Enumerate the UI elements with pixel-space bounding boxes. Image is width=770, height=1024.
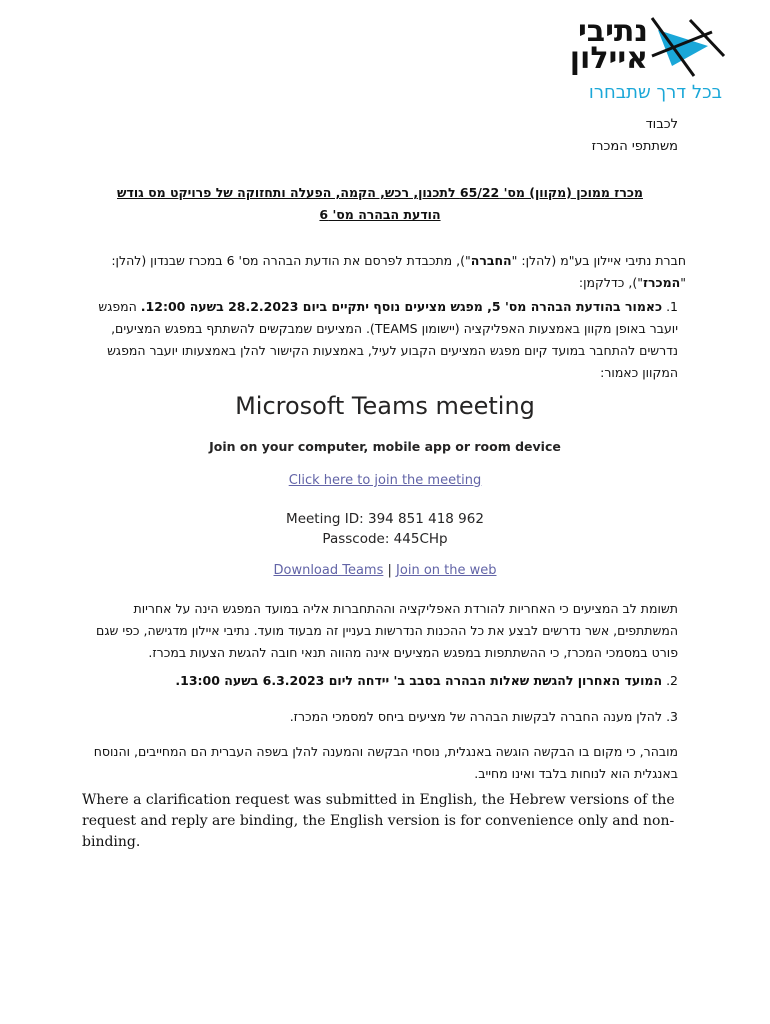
logo-mark-icon — [650, 16, 730, 80]
logo-name — [528, 14, 648, 76]
intro-bold-company: החברה — [470, 253, 512, 268]
item-2-number: 2. — [666, 673, 678, 688]
logo — [530, 16, 730, 106]
intro-text-b: "), מתכבדת לפרסם את הודעת הבהרה מס' 6 במכרז שבנדון (להלן: " — [111, 253, 686, 290]
join-meeting-link[interactable]: Click here to join the meeting — [288, 473, 482, 488]
item-1-text: המפגש יועבר באופן מקוון באמצעות האפליקציה (יישומון TEAMS). המציעים שמבקשים להשתתף במפגש המציעים, נדרשים להתחבר במועד קיום מפגש המציעים הקבוע לעיל, באמצעות הקישור להלן באמצעותו יועבר המפגש המקוון כאמור: — [98, 299, 678, 380]
addressee — [82, 114, 678, 158]
item-3-number: 3. — [666, 709, 678, 724]
intro-paragraph — [82, 250, 686, 294]
item-1-number: 1. — [666, 299, 678, 314]
subject-line1: מכרז ממוכן (מקוון) מס' 65/22 לתכנון, רכש, הקמה, הפעלה ותחזוקה של פרויקט מס גודש — [117, 185, 643, 200]
logo-tagline: בכל דרך שתבחרו — [588, 82, 722, 103]
meeting-passcode: Passcode: 445CHp — [322, 531, 448, 547]
intro-text-c: "), כדלקמן: — [578, 275, 643, 290]
download-teams-link[interactable]: Download Teams — [273, 563, 384, 578]
subject-line2: הודעת הבהרה מס' 6 — [319, 207, 441, 222]
meeting-credentials — [0, 509, 770, 549]
logo-name-line1: נתיבי — [577, 14, 648, 49]
item-3 — [82, 706, 678, 728]
teams-extra-links — [0, 563, 770, 578]
item-3-text: להלן מענה החברה לבקשות הבהרה של מציעים ביחס למסמכי המכרז. — [289, 709, 663, 724]
binding-language-note-hebrew: מובהר, כי מקום בו הבקשה הוגשה באנגלית, נוסחי הבקשה והמענה להלן בשפה העברית הם המחייבים, והנוסח באנגלית הוא לנוחות בלבד ואינו מחייב. — [93, 744, 678, 781]
join-on-web-link[interactable]: Join on the web — [396, 563, 497, 578]
item-1 — [82, 296, 678, 384]
teams-meeting-title: Microsoft Teams meeting — [235, 392, 535, 420]
logo-name-line2: איילון — [569, 41, 648, 76]
subject — [82, 182, 678, 226]
item-2 — [82, 670, 678, 692]
link-separator: | — [387, 563, 392, 578]
intro-text-a: חברת נתיבי איילון בע"מ (להלן: " — [511, 253, 686, 268]
teams-meeting-subtitle: Join on your computer, mobile app or room device — [209, 439, 561, 454]
meeting-id: Meeting ID: 394 851 418 962 — [286, 511, 484, 527]
item-2-bold: המועד האחרון להגשת שאלות הבהרה בסבב ב' יידחה ליום 6.3.2023 בשעה 13:00. — [175, 673, 663, 688]
binding-language-note-english: Where a clarification request was submitted in English, the Hebrew versions of the request and reply are binding, the English version is for convenience only and non-binding. — [82, 792, 675, 850]
addressee-line1: לכבוד — [645, 117, 678, 132]
attention-note: תשומת לב המציעים כי האחריות להורדת האפליקציה וההתחברות אליה במועד המפגש הינה על אחריות המשתתפים, אשר נדרשים לבצע את כל ההכנות הנדרשות בעניין זה מבעוד מועד. נתיבי איילון מדגישה, כפי שגם פורט במסמכי המכרז, כי ההשתתפות במפגש המציעים אינה מהווה תנאי חובה להגשת הצעות במכרז. — [96, 601, 678, 660]
item-1-bold: כאמור בהודעת הבהרה מס' 5, מפגש מציעים נוסף יתקיים ביום 28.2.2023 בשעה 12:00. — [140, 299, 663, 314]
addressee-line2: משתתפי המכרז — [591, 139, 678, 154]
intro-bold-tender: המכרז — [643, 275, 681, 290]
